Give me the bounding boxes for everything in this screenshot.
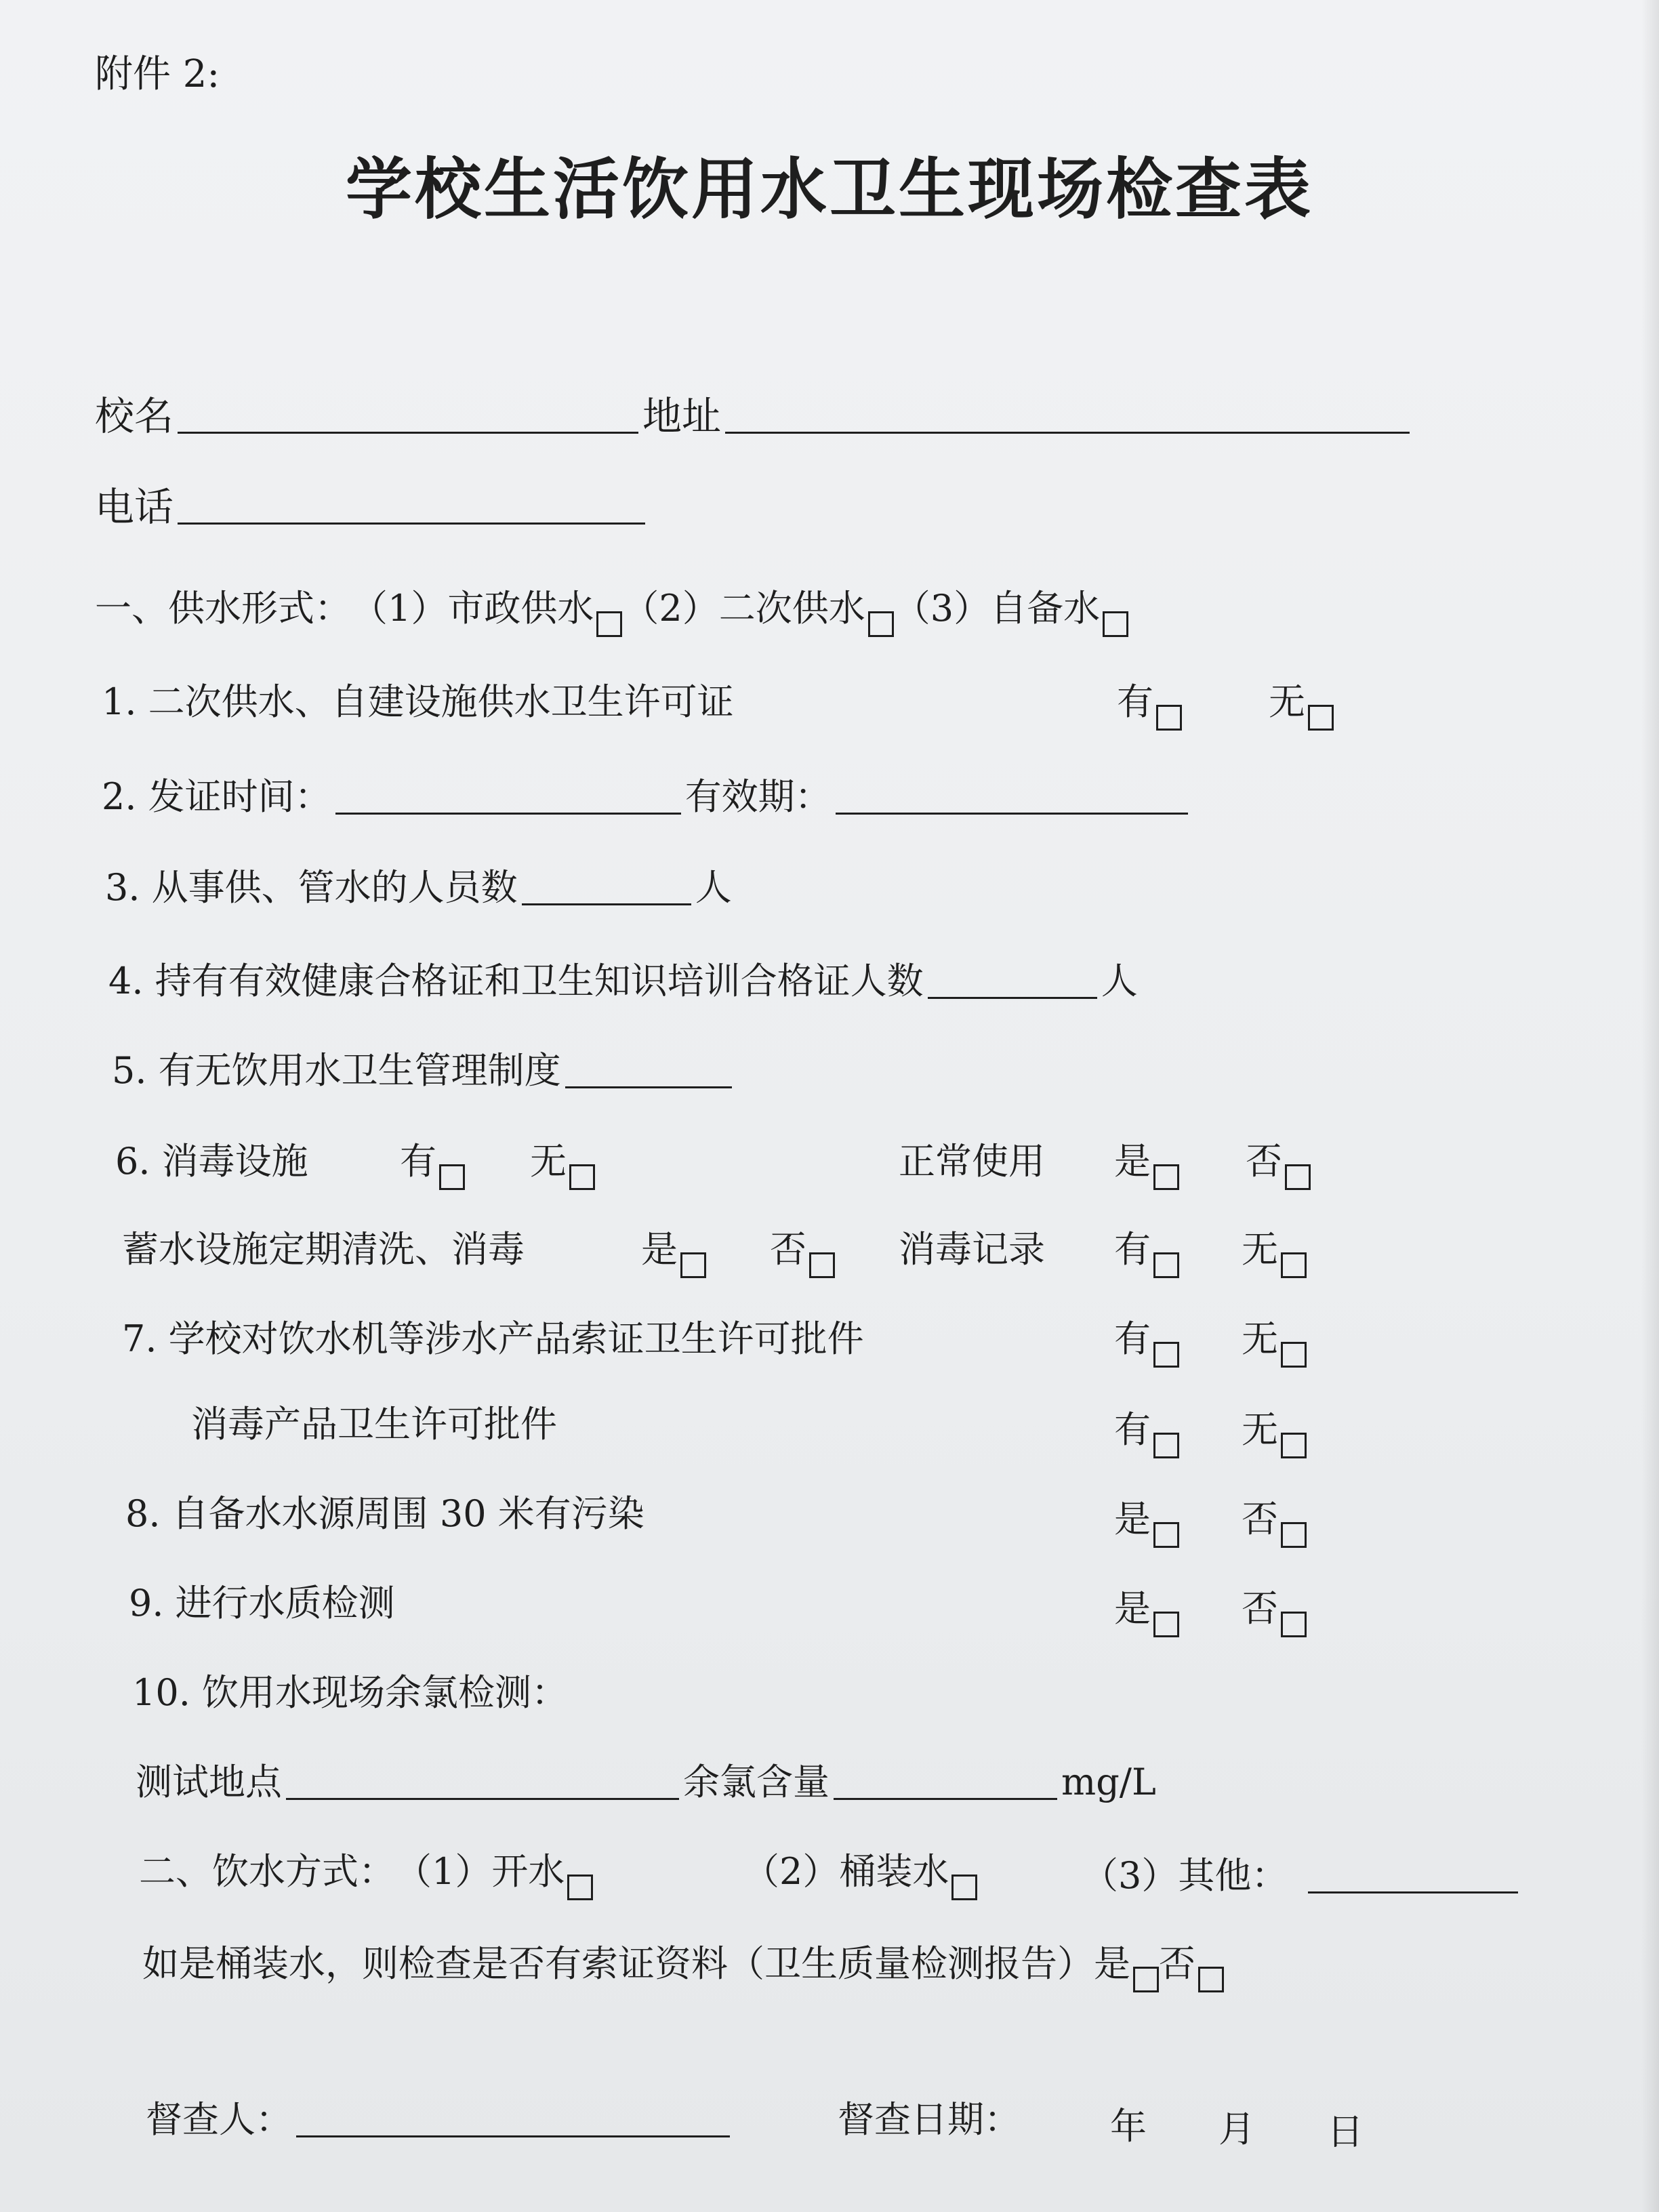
row-item-8 [125,1488,644,1540]
row-item-1 [102,676,734,728]
item6-shi: 是 [1114,1136,1179,1187]
item6-yes-checkbox[interactable] [439,1164,465,1190]
management-system-field[interactable] [565,1051,732,1088]
item3-unit: 人 [695,866,732,909]
bottled-docs-yes-checkbox[interactable] [1133,1967,1159,1992]
item3-label: 3. 从事供、管水的人员数 [105,866,518,909]
item6-normal-yes-checkbox[interactable] [1153,1164,1179,1190]
school-label: 校名 [95,393,174,439]
row-item-4 [108,956,1138,1007]
chlorine-unit: mg/L [1061,1761,1156,1803]
row-item-2 [102,771,1192,823]
row-item-9 [129,1578,395,1629]
item5-label: 5. 有无饮用水卫生管理制度 [112,1049,561,1092]
supply-option-secondary: （2）二次供水 [622,587,865,630]
item9-shi: 是 [1114,1583,1179,1635]
other-method-field[interactable] [1308,1856,1518,1893]
item6-normal-label: 正常使用 [899,1140,1045,1183]
option-boiled-water: （1）开水 [395,1850,565,1893]
staff-count-field[interactable] [522,868,691,905]
item9-label: 9. 进行水质检测 [129,1582,395,1624]
item6b-no: 无 [1242,1224,1307,1275]
section1-heading: 一、供水形式： [95,587,351,630]
address-label: 地址 [642,393,722,439]
row-item-3 [105,862,732,914]
item4-label: 4. 持有有效健康合格证和卫生知识培训合格证人数 [108,960,924,1002]
chlorine-label: 余氯含量 [683,1761,830,1803]
row-item-7 [122,1313,864,1365]
test-site-label: 测试地点 [136,1761,282,1803]
item6-label: 6. 消毒设施 [115,1140,308,1183]
option-other: （3）其他： [1082,1850,1522,1902]
item6-normal-no-checkbox[interactable] [1285,1164,1311,1190]
item6b-shi: 是 [641,1224,706,1275]
school-name-field[interactable] [178,396,638,434]
row-item-10 [132,1667,568,1719]
row-school-address [95,390,1414,442]
issue-date-field[interactable] [335,777,681,815]
row-item-7b [191,1399,557,1450]
phone-label: 电话 [95,484,174,530]
date-day: 日 [1327,2110,1364,2153]
item9-no-checkbox[interactable] [1281,1612,1307,1637]
item2-issue-date-label: 2. 发证时间： [102,775,331,818]
item6b-label: 蓄水设施定期清洗、消毒 [122,1228,525,1271]
item1-no-checkbox[interactable] [1308,705,1334,731]
bottled-water-checkbox[interactable] [951,1875,977,1900]
item7b-no-checkbox[interactable] [1281,1433,1307,1458]
self-supply-checkbox[interactable] [1103,611,1128,637]
row-item-6 [115,1136,308,1187]
item1-no: 无 [1269,676,1334,728]
validity-field[interactable] [836,777,1188,815]
item6b-record-label: 消毒记录 [899,1228,1045,1271]
item8-no-checkbox[interactable] [1281,1522,1307,1548]
item7b-yes-checkbox[interactable] [1153,1433,1179,1458]
item6b-no-checkbox[interactable] [809,1252,835,1278]
form-title: 学校生活饮用水卫生现场检查表 [345,151,1313,228]
bottled-note: 如是桶装水，则检查是否有索证资料（卫生质量检测报告） [142,1942,1094,1985]
item7-yes: 有 [1114,1313,1179,1365]
item4-unit: 人 [1101,960,1138,1002]
supply-option-self: （3）自备水 [893,587,1101,630]
item6-no: 无 [530,1136,595,1187]
item7b-label: 消毒产品卫生许可批件 [191,1403,557,1446]
date-month: 月 [1218,2108,1255,2150]
item7-no-checkbox[interactable] [1281,1342,1307,1368]
row-water-supply-type [95,583,1128,634]
item6b-yes: 有 [1114,1224,1179,1275]
row-bottled-note: 如是桶装水，则检查是否有索证资料（卫生质量检测报告）是 否 [142,1938,1224,1990]
attachment-label: 附件 2: [95,52,220,96]
row-phone [95,481,649,533]
item9-fou: 否 [1242,1583,1307,1635]
item7-label: 7. 学校对饮水机等涉水产品索证卫生许可批件 [122,1317,864,1360]
item6-fou: 否 [1246,1136,1311,1187]
address-field[interactable] [725,396,1410,434]
item9-yes-checkbox[interactable] [1153,1612,1179,1637]
item8-fou: 否 [1242,1494,1307,1545]
page-edge-shadow [1641,0,1659,2212]
item1-yes-checkbox[interactable] [1156,705,1182,731]
row-footer [146,2094,734,2146]
inspector-label: 督查人： [146,2098,292,2141]
item1-yes: 有 [1117,676,1182,728]
supply-option-municipal: （1）市政供水 [351,587,594,630]
item7b-yes: 有 [1114,1404,1179,1456]
item2-valid-label: 有效期： [684,775,832,818]
inspector-field[interactable] [296,2100,730,2137]
municipal-supply-checkbox[interactable] [596,611,622,637]
inspection-date-label: 督查日期： [838,2098,1021,2141]
phone-field[interactable] [178,487,645,525]
item6b-fou: 否 [770,1224,835,1275]
row-item-5 [112,1045,736,1097]
item6b-record-no-checkbox[interactable] [1281,1252,1307,1278]
row-item-10b [136,1757,1156,1808]
item7-yes-checkbox[interactable] [1153,1342,1179,1368]
item7b-no: 无 [1242,1404,1307,1456]
section2-heading: 二、饮水方式： [139,1850,395,1893]
chlorine-field[interactable] [834,1763,1057,1800]
date-year: 年 [1110,2105,1147,2148]
item8-yes-checkbox[interactable] [1153,1522,1179,1548]
item10-label: 10. 饮用水现场余氯检测： [132,1671,569,1714]
bottled-docs-no-checkbox[interactable] [1198,1967,1224,1992]
item8-shi: 是 [1114,1494,1179,1545]
test-site-field[interactable] [286,1763,679,1800]
option-bottled: （2）桶装水 [743,1846,977,1898]
item6-yes: 有 [400,1136,465,1187]
item8-label: 8. 自备水水源周围 30 米有污染 [125,1492,644,1535]
row-item-6b [122,1224,525,1275]
item7-no: 无 [1242,1313,1307,1365]
item6-no-checkbox[interactable] [569,1164,595,1190]
item6b-record-yes-checkbox[interactable] [1153,1252,1179,1278]
item6b-yes-checkbox[interactable] [680,1252,706,1278]
item1-label: 1. 二次供水、自建设施供水卫生许可证 [102,680,734,723]
row-drinking-method [139,1846,593,1898]
certified-count-field[interactable] [928,962,1097,999]
secondary-supply-checkbox[interactable] [868,611,894,637]
boiled-water-checkbox[interactable] [567,1875,593,1900]
